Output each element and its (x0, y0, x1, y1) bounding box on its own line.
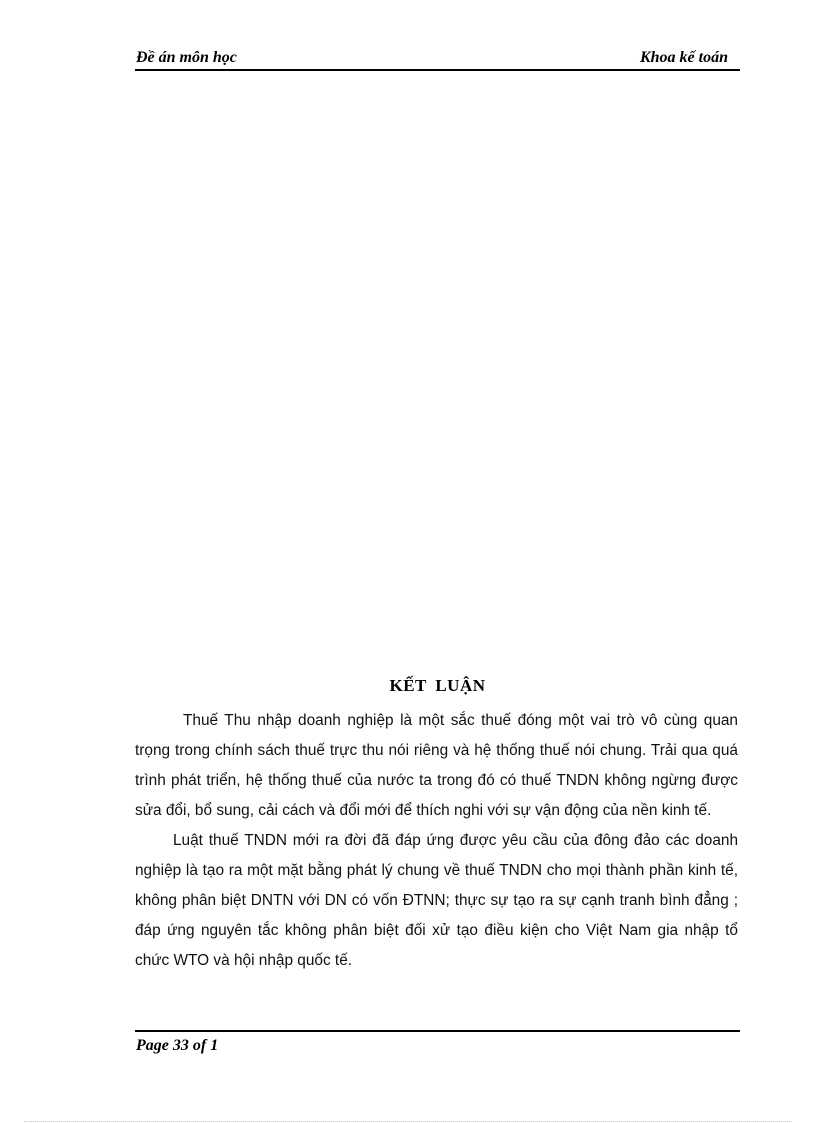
header-course-title: Đề án môn học (136, 49, 237, 66)
paragraph: Thuế Thu nhập doanh nghiệp là một sắc thuế đóng một vai trò vô cùng quan trọng trong chính sách thuế trực thu nói riêng và hệ thống thuế nói chung. Trải qua quá trình phát triển, hệ thống thuế của nước ta trong đó có thuế TNDN không ngừng được sửa đổi, bổ sung, cải cách và đổi mới để thích nghi với sự vận động của nền kinh tế. (135, 712, 738, 819)
page-footer (135, 1030, 740, 1054)
page-number: Page 33 of 1 (136, 1037, 219, 1054)
paragraph: Luật thuế TNDN mới ra đời đã đáp ứng được yêu cầu của đông đảo các doanh nghiệp là tạo ra một mặt bằng phát lý chung về thuế TNDN cho mọi thành phần kinh tế, không phân biệt DNTN với DN có vốn ĐTNN; thực sự tạo ra sự cạnh tranh bình đẳng ; đáp ứng nguyên tắc không phân biệt đối xử tạo điều kiện cho Việt Nam gia nhập tổ chức WTO và hội nhập quốc tế. (135, 832, 738, 969)
body-text (135, 706, 738, 976)
section-title: KẾT LUẬN (389, 676, 486, 695)
header-department: Khoa kế toán (639, 49, 728, 66)
page-header (135, 47, 740, 71)
page-edge-divider (24, 1121, 792, 1122)
